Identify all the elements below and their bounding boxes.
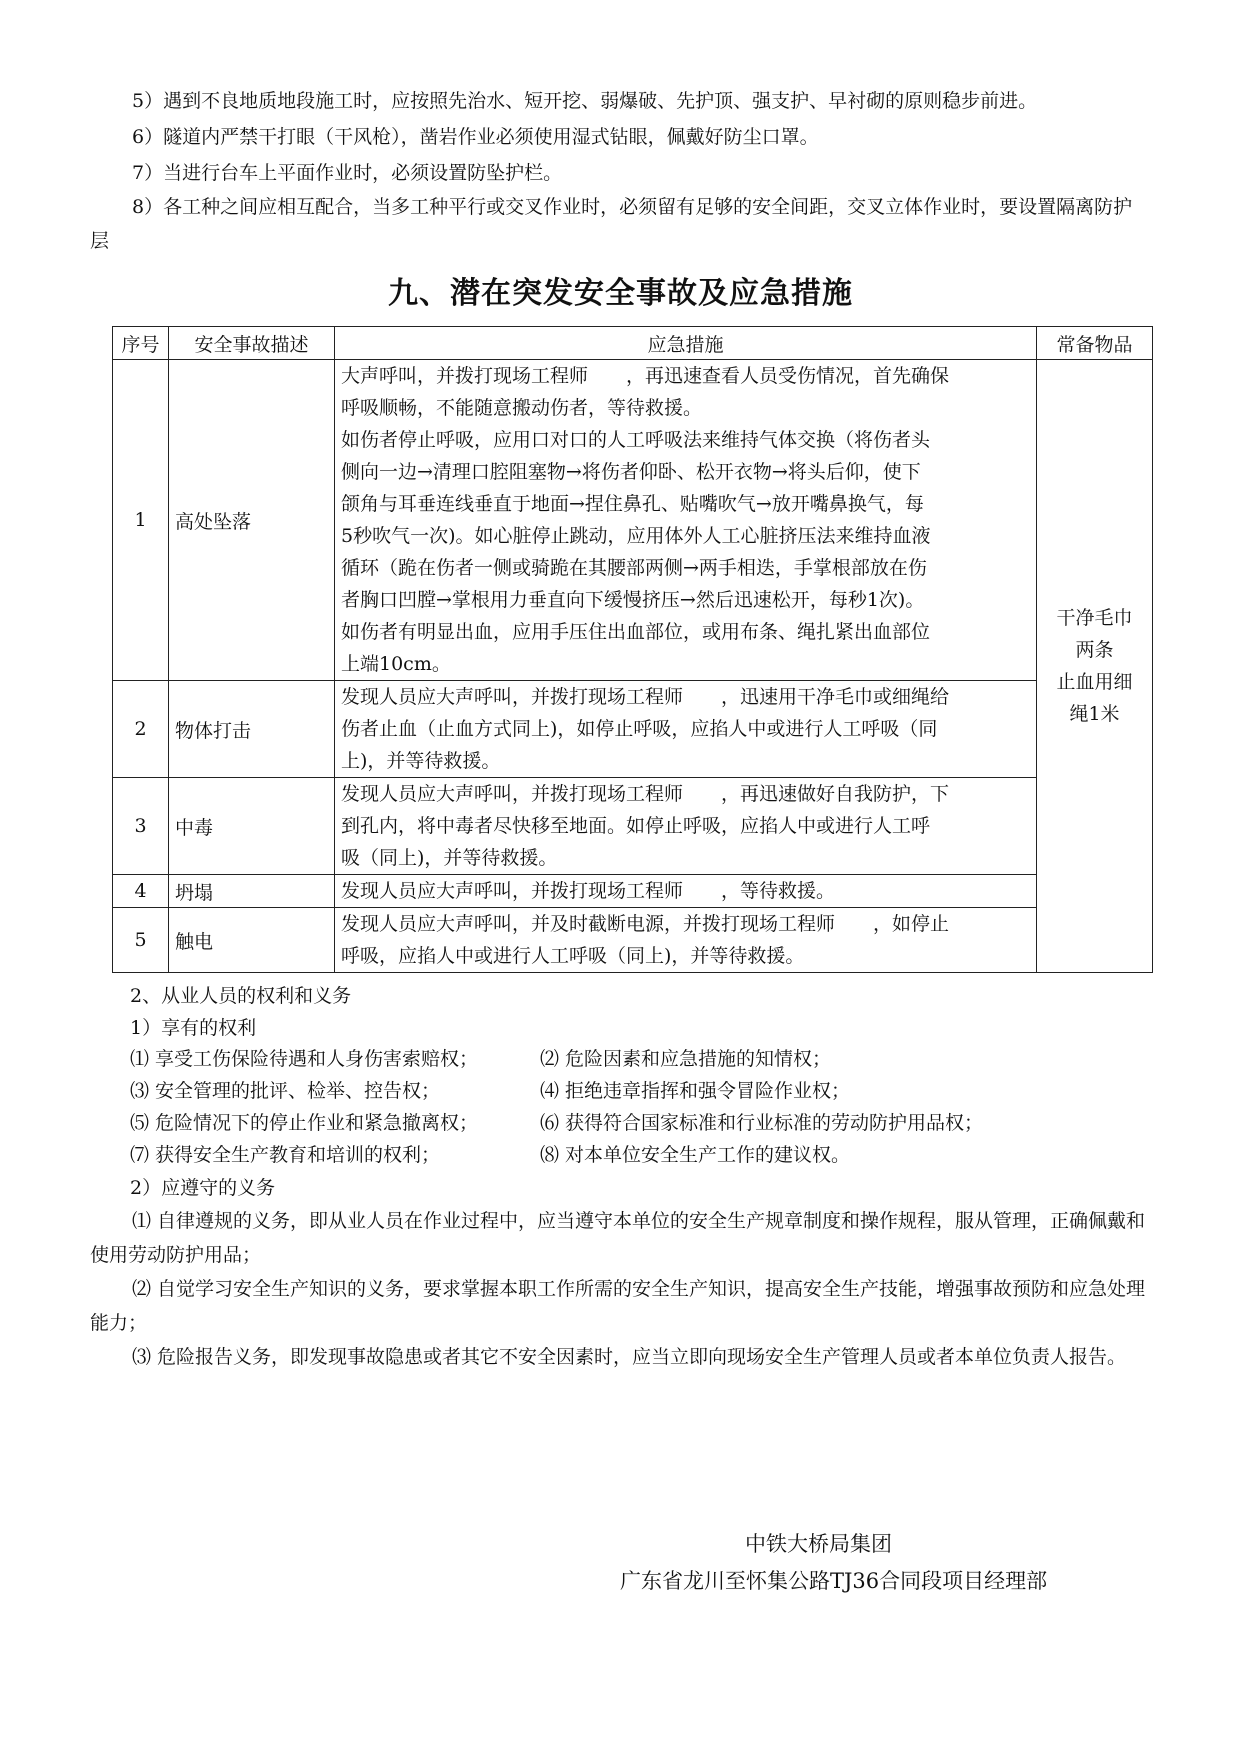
table-row xyxy=(113,908,1153,973)
measure-line: 呼吸，应掐人中或进行人工呼吸（同上)，并等待救援。 xyxy=(341,945,805,967)
measure-line: 上端10cm。 xyxy=(341,653,451,675)
measure-line: 侧向一边→清理口腔阻塞物→将伤者仰卧、松开衣物→将头后仰，使下 xyxy=(341,461,921,483)
accident-description: 物体打击 xyxy=(169,681,335,778)
right-item: ⑷ 拒绝违章指挥和强令冒险作业权； xyxy=(540,1080,851,1102)
rights-subheading: 1）享有的权利 xyxy=(130,1017,257,1039)
duties-subheading: 2）应遵守的义务 xyxy=(130,1177,276,1199)
table-row xyxy=(113,778,1153,875)
row-number: 1 xyxy=(113,360,169,681)
measure-line: 者胸口凹膛→掌根用力垂直向下缓慢挤压→然后迅速松开，每秒1次)。 xyxy=(341,589,925,611)
table-row xyxy=(113,681,1153,778)
measure-line: 颌角与耳垂连线垂直于地面→捏住鼻孔、贴嘴吹气→放开嘴鼻换气，每 xyxy=(341,493,924,515)
accident-description: 触电 xyxy=(169,908,335,973)
measure-line: 发现人员应大声呼叫，并拨打现场工程师 ，迅速用干净毛巾或细绳给 xyxy=(341,686,950,708)
section-title: 九、潜在突发安全事故及应急措施 xyxy=(388,276,853,311)
row-number: 5 xyxy=(113,908,169,973)
header-measures: 应急措施 xyxy=(335,327,1037,360)
signature-org: 中铁大桥局集团 xyxy=(745,1532,892,1556)
header-number: 序号 xyxy=(113,327,169,360)
measure-line: 发现人员应大声呼叫，并拨打现场工程师 ，再迅速做好自我防护，下 xyxy=(341,783,950,805)
emergency-measure xyxy=(335,360,1037,681)
emergency-measure xyxy=(335,778,1037,875)
measure-line: 5秒吹气一次)。如心脏停止跳动，应用体外人工心脏挤压法来维持血液 xyxy=(341,525,931,547)
header-accident: 安全事故描述 xyxy=(169,327,335,360)
right-item: ⑶ 安全管理的批评、检举、控告权； xyxy=(130,1080,441,1102)
measure-line: 到孔内，将中毒者尽快移至地面。如停止呼吸，应掐人中或进行人工呼 xyxy=(341,815,931,837)
header-supplies: 常备物品 xyxy=(1037,327,1153,360)
emergency-measure xyxy=(335,908,1037,973)
intro-item-5: 5）遇到不良地质地段施工时，应按照先治水、短开挖、弱爆破、先护顶、强支护、早衬砌的原则稳步前进。 xyxy=(132,90,1038,112)
measure-line: 大声呼叫，并拨打现场工程师 ，再迅速查看人员受伤情况，首先确保 xyxy=(341,365,950,387)
measure-line: 发现人员应大声呼叫，并及时截断电源，并拨打现场工程师 ，如停止 xyxy=(341,913,950,935)
accident-description: 坍塌 xyxy=(169,875,335,908)
intro-item-8: 8）各工种之间应相互配合，当多工种平行或交叉作业时，必须留有足够的安全间距，交叉立体作业时，要设置隔离防护层 xyxy=(90,196,1133,252)
emergency-measure xyxy=(335,875,1037,908)
intro-item-6: 6）隧道内严禁干打眼（干风枪），凿岩作业必须使用湿式钻眼，佩戴好防尘口罩。 xyxy=(132,126,819,148)
row-number: 2 xyxy=(113,681,169,778)
row-number: 3 xyxy=(113,778,169,875)
right-item: ⑻ 对本单位安全生产工作的建议权。 xyxy=(540,1144,851,1166)
measure-line: 吸（同上)，并等待救援。 xyxy=(341,847,558,869)
measure-line: 发现人员应大声呼叫，并拨打现场工程师 ，等待救援。 xyxy=(341,880,836,902)
emergency-measure xyxy=(335,681,1037,778)
supplies-cell xyxy=(1037,360,1153,973)
intro-item-7: 7）当进行台车上平面作业时，必须设置防坠护栏。 xyxy=(132,162,563,184)
measure-line: 如伤者有明显出血，应用手压住出血部位，或用布条、绳扎紧出血部位 xyxy=(341,621,931,643)
row-number: 4 xyxy=(113,875,169,908)
table-row xyxy=(113,360,1153,681)
supplies-line: 两条 xyxy=(1075,639,1114,661)
right-item: ⑸ 危险情况下的停止作业和紧急撤离权； xyxy=(130,1112,479,1134)
measure-line: 上)，并等待救援。 xyxy=(341,750,501,772)
right-item: ⑴ 享受工伤保险待遇和人身伤害索赔权； xyxy=(130,1048,479,1070)
table-row xyxy=(113,875,1153,908)
supplies-line: 止血用细 xyxy=(1056,671,1133,693)
accident-description: 高处坠落 xyxy=(169,360,335,681)
right-item: ⑺ 获得安全生产教育和培训的权利； xyxy=(130,1144,441,1166)
duty-item: ⑵ 自觉学习安全生产知识的义务，要求掌握本职工作所需的安全生产知识，提高安全生产技能，增强事故预防和应急处理能力； xyxy=(90,1278,1146,1334)
emergency-measures-table xyxy=(112,326,1153,973)
supplies-line: 干净毛巾 xyxy=(1056,607,1133,629)
signature-dept: 广东省龙川至怀集公路TJ36合同段项目经理部 xyxy=(620,1569,1048,1593)
accident-description: 中毒 xyxy=(169,778,335,875)
duty-item: ⑶ 危险报告义务，即发现事故隐患或者其它不安全因素时，应当立即向现场安全生产管理人员或者本单位负责人报告。 xyxy=(132,1346,1127,1368)
measure-line: 循环（跪在伤者一侧或骑跪在其腰部两侧→两手相迭，手掌根部放在伤 xyxy=(341,557,927,579)
measure-line: 呼吸顺畅，不能随意搬动伤者，等待救援。 xyxy=(341,397,703,419)
right-item: ⑹ 获得符合国家标准和行业标准的劳动防护用品权； xyxy=(540,1112,984,1134)
measure-line: 伤者止血（止血方式同上)，如停止呼吸，应掐人中或进行人工呼吸（同 xyxy=(341,718,938,740)
measure-line: 如伤者停止呼吸，应用口对口的人工呼吸法来维持气体交换（将伤者头 xyxy=(341,429,931,451)
duty-item: ⑴ 自律遵规的义务，即从业人员在作业过程中，应当遵守本单位的安全生产规章制度和操作规程，服从管理，正确佩戴和使用劳动防护用品； xyxy=(90,1210,1146,1266)
supplies-line: 绳1米 xyxy=(1069,703,1120,725)
table-header-row xyxy=(113,327,1153,360)
rights-heading: 2、从业人员的权利和义务 xyxy=(130,985,352,1007)
right-item: ⑵ 危险因素和应急措施的知情权； xyxy=(540,1048,832,1070)
